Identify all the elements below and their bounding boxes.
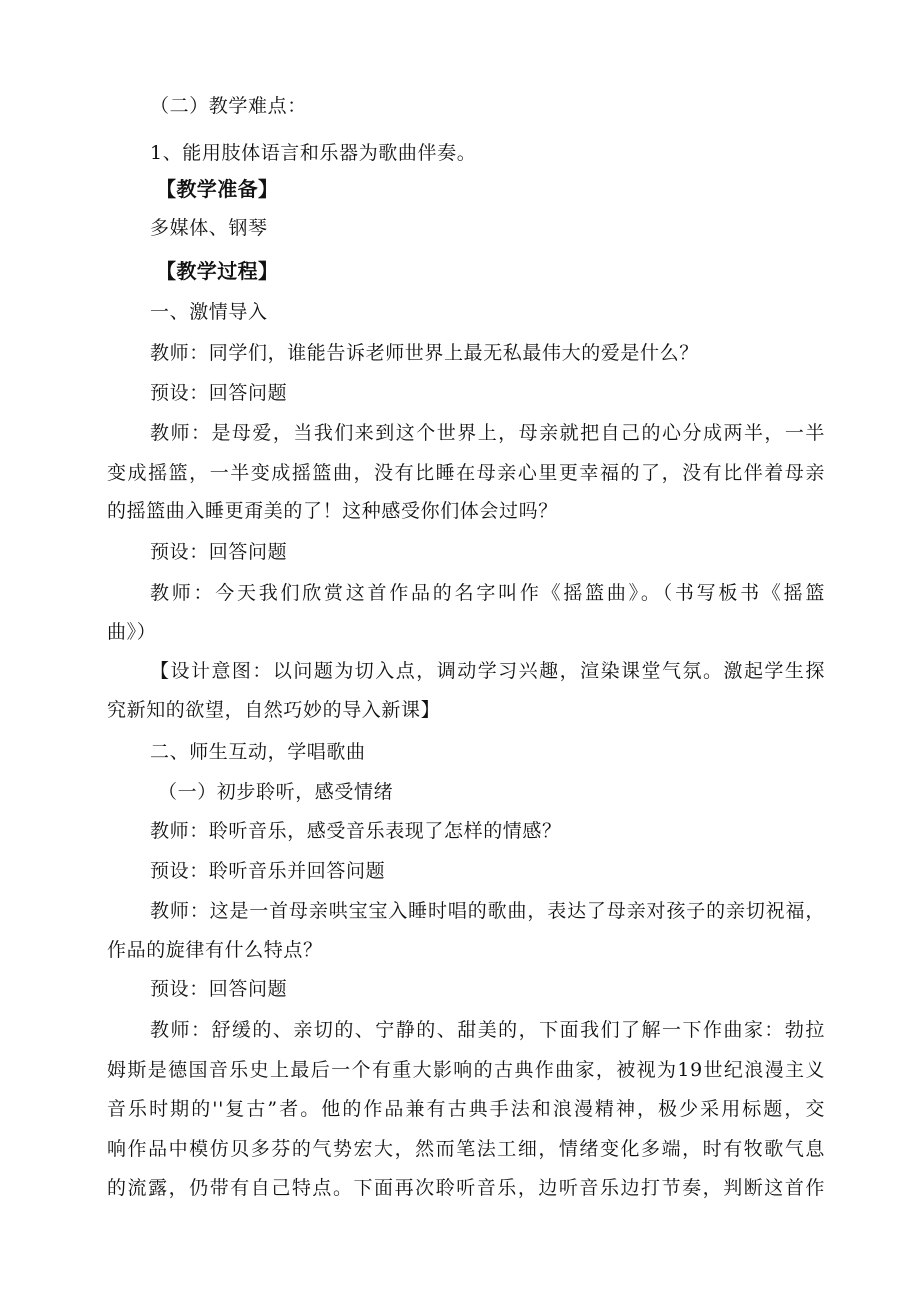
- preset-line-1: 预设：回答问题: [150, 382, 288, 404]
- paragraph-line: 究新知的欲望，自然巧妙的导入新课】: [107, 699, 441, 721]
- teacher-line-4: 教师：聆听音乐，感受音乐表现了怎样的情感？: [150, 820, 562, 842]
- subheading-teaching-difficulty: （二）教学难点：: [150, 95, 307, 117]
- preset-line-4: 预设：回答问题: [150, 978, 288, 1000]
- paragraph-line: 响作品中模仿贝多芬的气势宏大，然而笔法工细，情绪变化多端，时有牧歌气息: [107, 1138, 825, 1160]
- difficulty-item-1: 1、能用肢体语言和乐器为歌曲伴奏。: [150, 142, 477, 164]
- paragraph-line: 的流露，仍带有自己特点。下面再次聆听音乐，边听音乐边打节奏，判断这首作: [107, 1177, 825, 1199]
- paragraph-line: 作品的旋律有什么特点？: [107, 939, 323, 961]
- paragraph-line: 的摇篮曲入睡更甭美的了！这种感受你们体会过吗？: [107, 500, 558, 522]
- paragraph-line: 姆斯是德国音乐史上最后一个有重大影响的古典作曲家，被视为19世纪浪漫主义: [107, 1059, 825, 1081]
- teacher-line-3: 教师：今天我们欣赏这首作品的名字叫作《摇篮曲》。（书写板书《摇篮: [150, 582, 825, 604]
- teacher-line-5: 教师：这是一首母亲哄宝宝入睡时唱的歌曲，表达了母亲对孩子的亲切祝福，: [150, 900, 825, 922]
- preparation-text: 多媒体、钢琴: [150, 217, 268, 239]
- paragraph-line: 音乐时期的''复古”者。他的作品兼有古典手法和浪漫精神，极少采用标题，交: [107, 1098, 825, 1120]
- section-heading-process: 【教学过程】: [156, 259, 279, 283]
- teacher-line-2: 教师：是母爱，当我们来到这个世界上，母亲就把自己的心分成两半，一半: [150, 422, 825, 444]
- section-heading-preparation: 【教学准备】: [156, 177, 279, 201]
- paragraph-line: 曲》）: [107, 621, 157, 643]
- preset-line-3: 预设：聆听音乐并回答问题: [150, 860, 386, 882]
- teacher-line-1: 教师：同学们，谁能告诉老师世界上最无私最伟大的爱是什么？: [150, 342, 699, 364]
- teacher-line-6: 教师：舒缓的、亲切的、宁静的、甜美的，下面我们了解一下作曲家：勃拉: [150, 1019, 825, 1041]
- subheading-first-listen: （一）初步聆听，感受情绪: [158, 781, 394, 803]
- part-heading-interaction: 二、师生互动，学唱歌曲: [150, 741, 366, 763]
- design-intent-note: 【设计意图：以问题为切入点，调动学习兴趣，渲染课堂气氛。激起学生探: [150, 660, 825, 682]
- part-heading-intro: 一、激情导入: [150, 301, 268, 323]
- preset-line-2: 预设：回答问题: [150, 541, 288, 563]
- paragraph-line: 变成摇篮，一半变成摇篮曲，没有比睡在母亲心里更幸福的了，没有比伴着母亲: [107, 462, 825, 484]
